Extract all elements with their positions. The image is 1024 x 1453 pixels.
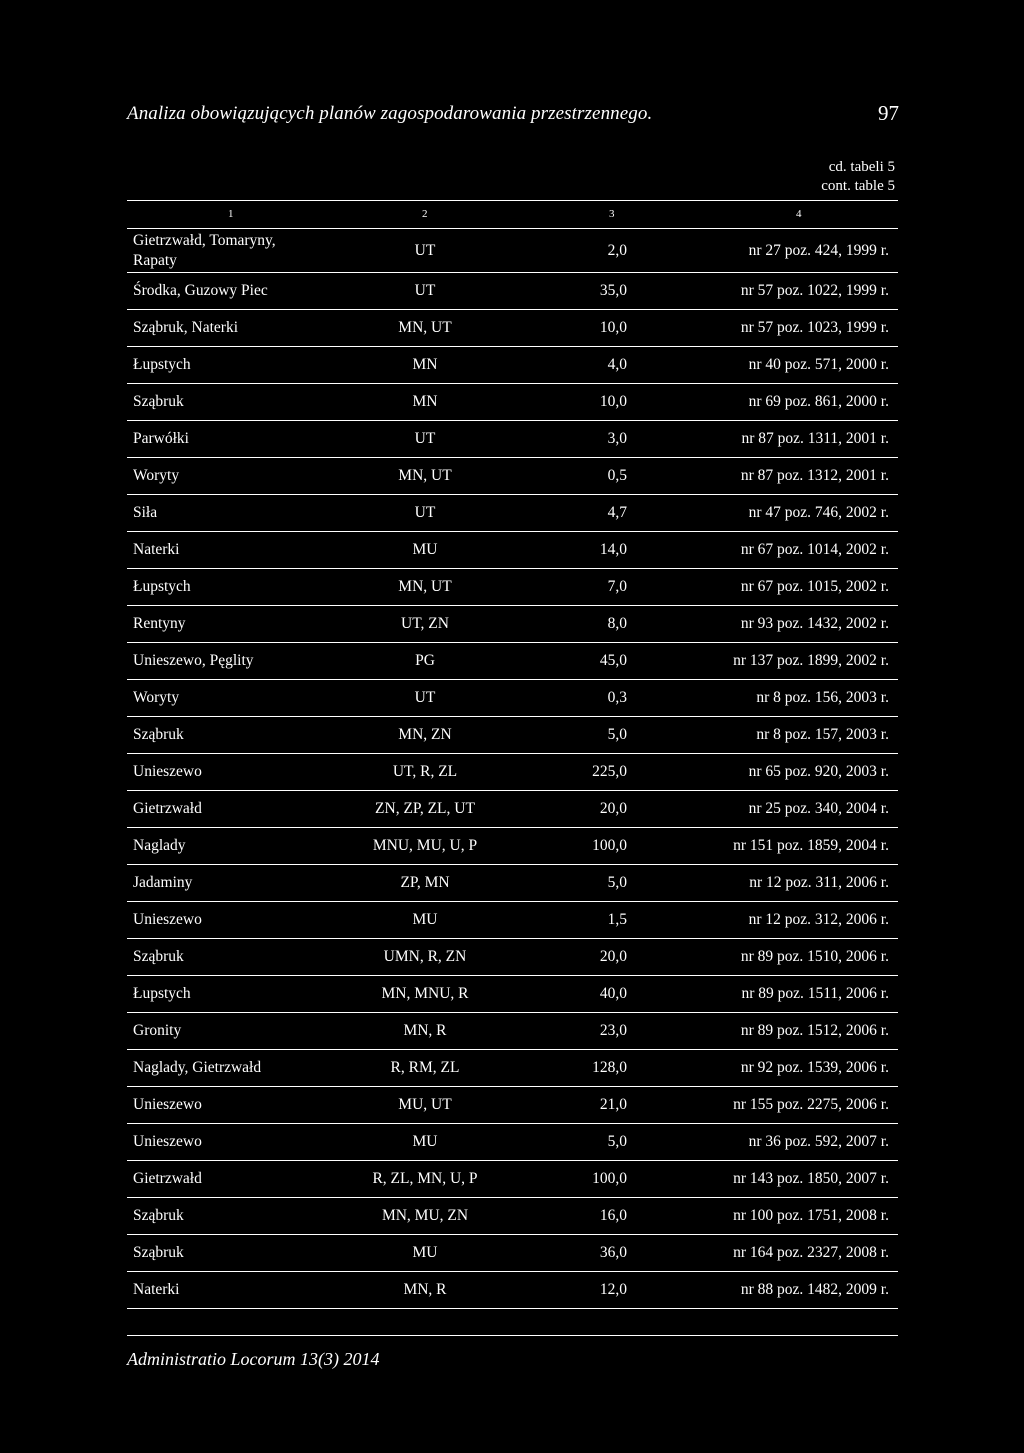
table-row [127,717,898,754]
reference-cell: nr 143 poz. 1850, 2007 r. [733,1170,889,1187]
place-cell: Sząbruk [133,1207,184,1224]
place-cell: Unieszewo [133,911,202,928]
designation-text: MN, R [403,1022,447,1039]
table-row [127,347,898,384]
designation-text: MU [412,911,438,928]
reference-cell: nr 57 poz. 1022, 1999 r. [740,282,889,299]
place-cell: Gietrzwałd, Tomaryny, Rapaty [133,231,276,269]
table-row [127,1198,898,1235]
place-cell: Sząbruk [133,393,184,410]
table-row [127,310,898,347]
reference-cell: nr 69 poz. 861, 2000 r. [748,393,889,410]
area-cell: 40,0 [599,985,627,1002]
column-number-3: 3 [609,208,615,220]
area-cell: 36,0 [599,1244,627,1261]
area-cell: 20,0 [599,948,627,965]
table-row [127,1087,898,1124]
reference-cell: nr 100 poz. 1751, 2008 r. [733,1207,889,1224]
place-cell: Naglady, Gietrzwałd [133,1059,262,1076]
reference-cell: nr 89 poz. 1512, 2006 r. [740,1022,889,1039]
designation-text: MN, UT [398,319,452,336]
designation-text: MU [412,1133,438,1150]
place-cell: Naterki [133,1281,180,1298]
designation-text: UT [414,689,436,706]
table-row [127,828,898,865]
designation-text: R, ZL, MN, U, P [372,1170,478,1187]
place-cell: Rentyny [133,615,186,632]
designation-text: UT [414,430,436,447]
place-cell: Środka, Guzowy Piec [133,282,268,299]
area-cell: 5,0 [607,1133,627,1150]
designation-text: MNU, MU, U, P [372,837,478,854]
place-cell: Unieszewo, Pęglity [133,652,254,669]
reference-cell: nr 67 poz. 1014, 2002 r. [740,541,889,558]
table-body [127,229,898,1309]
place-cell: Łupstych [133,356,191,373]
place-cell: Gietrzwałd [133,1170,202,1187]
place-cell: Sząbruk, Naterki [133,319,239,336]
place-cell: Woryty [133,689,180,706]
place-cell: Łupstych [133,985,191,1002]
planning-table [127,200,898,1309]
area-cell: 100,0 [592,1170,627,1187]
area-cell: 10,0 [599,319,627,336]
designation-text: MN, ZN [398,726,452,743]
area-cell: 8,0 [607,615,627,632]
table-row [127,495,898,532]
table-row [127,229,898,273]
reference-cell: nr 155 poz. 2275, 2006 r. [733,1096,889,1113]
place-cell: Naglady [133,837,186,854]
continuation-en: cont. table 5 [821,178,895,194]
reference-cell: nr 8 poz. 156, 2003 r. [756,689,889,706]
designation-text: MU [412,541,438,558]
designation-text: MN, MNU, R [381,985,469,1002]
column-number-2: 2 [422,208,428,220]
table-row [127,643,898,680]
reference-cell: nr 57 poz. 1023, 1999 r. [740,319,889,336]
journal-footer: Administratio Locorum 13(3) 2014 [127,1349,380,1369]
area-cell: 128,0 [592,1059,627,1076]
reference-cell: nr 47 poz. 746, 2002 r. [748,504,889,521]
area-cell: 20,0 [599,800,627,817]
area-cell: 5,0 [607,726,627,743]
table-row [127,273,898,310]
table-row [127,976,898,1013]
area-cell: 225,0 [592,763,627,780]
place-cell: Sząbruk [133,948,184,965]
area-cell: 7,0 [607,578,627,595]
table-row [127,532,898,569]
area-cell: 12,0 [599,1281,627,1298]
designation-text: MN, MU, ZN [381,1207,469,1224]
place-cell: Łupstych [133,578,191,595]
reference-cell: nr 8 poz. 157, 2003 r. [756,726,889,743]
area-cell: 21,0 [599,1096,627,1113]
table-row [127,865,898,902]
place-cell: Jadaminy [133,874,193,891]
continuation-pl: cd. tabeli 5 [828,159,895,175]
column-number-1: 1 [228,208,234,220]
place-cell: Gronity [133,1022,182,1039]
place-cell: Sząbruk [133,726,184,743]
area-cell: 1,5 [607,911,627,928]
table-row [127,1013,898,1050]
reference-cell: nr 12 poz. 311, 2006 r. [749,874,889,891]
table-row [127,1272,898,1309]
place-cell: Unieszewo [133,763,202,780]
designation-text: UT [414,504,436,521]
place-cell: Gietrzwałd [133,800,202,817]
table-row [127,569,898,606]
table-row [127,384,898,421]
reference-cell: nr 27 poz. 424, 1999 r. [748,241,889,259]
reference-cell: nr 87 poz. 1311, 2001 r. [741,430,889,447]
column-number-4: 4 [796,208,802,220]
designation-text: R, RM, ZL [390,1059,460,1076]
area-cell: 14,0 [599,541,627,558]
reference-cell: nr 89 poz. 1510, 2006 r. [740,948,889,965]
reference-cell: nr 92 poz. 1539, 2006 r. [740,1059,889,1076]
running-title: Analiza obowiązujących planów zagospodarowania przestrzennego. [127,103,653,124]
place-cell: Siła [133,504,158,521]
reference-cell: nr 25 poz. 340, 2004 r. [748,800,889,817]
designation-text: UMN, R, ZN [383,948,467,965]
reference-cell: nr 137 poz. 1899, 2002 r. [733,652,889,669]
designation-text: UT [414,241,436,259]
table-row [127,1050,898,1087]
designation-text: MN [412,356,438,373]
reference-cell: nr 67 poz. 1015, 2002 r. [740,578,889,595]
reference-cell: nr 151 poz. 1859, 2004 r. [733,837,889,854]
table-row [127,606,898,643]
page-number: 97 [878,101,899,125]
footer-rule [127,1335,898,1336]
reference-cell: nr 65 poz. 920, 2003 r. [748,763,889,780]
designation-text: PG [415,652,435,669]
table-row [127,1235,898,1272]
place-cell: Parwółki [133,430,189,447]
area-cell: 0,5 [607,467,627,484]
table-row [127,680,898,717]
table-row [127,1124,898,1161]
designation-text: UT, ZN [401,615,449,632]
table-continuation-label [821,158,895,196]
area-cell: 3,0 [607,430,627,447]
area-cell: 4,7 [607,504,627,521]
designation-text: ZP, MN [400,874,450,891]
area-cell: 45,0 [599,652,627,669]
reference-cell: nr 164 poz. 2327, 2008 r. [733,1244,889,1261]
reference-cell: nr 88 poz. 1482, 2009 r. [740,1281,889,1298]
reference-cell: nr 87 poz. 1312, 2001 r. [740,467,889,484]
area-cell: 10,0 [599,393,627,410]
reference-cell: nr 36 poz. 592, 2007 r. [748,1133,889,1150]
place-cell: Naterki [133,541,180,558]
table-row [127,902,898,939]
reference-cell: nr 40 poz. 571, 2000 r. [748,356,889,373]
table-row [127,1161,898,1198]
designation-text: UT, R, ZL [392,763,458,780]
designation-text: MU [412,1244,438,1261]
designation-text: MU, UT [398,1096,452,1113]
designation-text: MN, R [403,1281,447,1298]
designation-text: MN [412,393,438,410]
table-row [127,939,898,976]
area-cell: 23,0 [599,1022,627,1039]
area-cell: 0,3 [607,689,627,706]
area-cell: 16,0 [599,1207,627,1224]
designation-text: MN, UT [398,578,452,595]
running-head [127,103,899,129]
table-row [127,791,898,828]
table-row [127,754,898,791]
area-cell: 4,0 [607,356,627,373]
area-cell: 5,0 [607,874,627,891]
area-cell: 100,0 [592,837,627,854]
place-cell: Unieszewo [133,1096,202,1113]
area-cell: 35,0 [599,282,627,299]
reference-cell: nr 12 poz. 312, 2006 r. [748,911,889,928]
designation-text: UT [414,282,436,299]
table-row [127,421,898,458]
column-number-row [127,200,898,229]
area-cell: 2,0 [607,241,627,259]
table-row [127,458,898,495]
designation-text: ZN, ZP, ZL, UT [375,800,475,817]
place-cell: Woryty [133,467,180,484]
place-cell: Unieszewo [133,1133,202,1150]
place-cell: Sząbruk [133,1244,184,1261]
designation-text: MN, UT [398,467,452,484]
reference-cell: nr 89 poz. 1511, 2006 r. [741,985,889,1002]
reference-cell: nr 93 poz. 1432, 2002 r. [740,615,889,632]
